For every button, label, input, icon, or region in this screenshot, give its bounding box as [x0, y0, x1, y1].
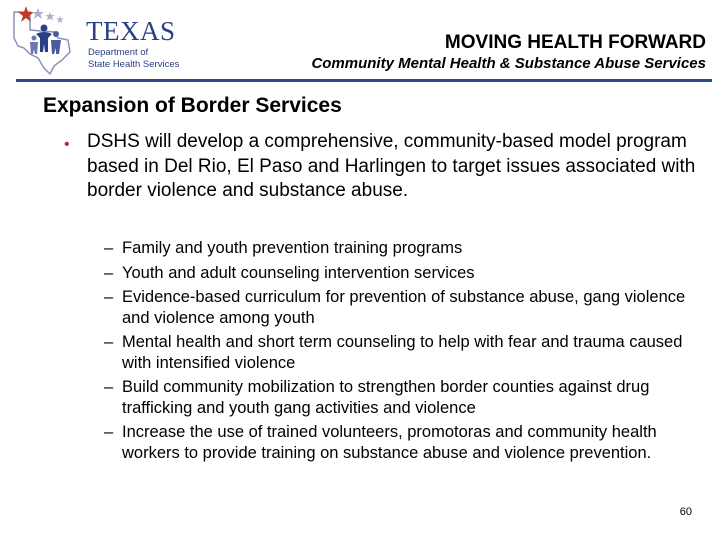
sub-bullet [104, 377, 704, 418]
sub-bullet [104, 332, 704, 373]
dash-icon: – [104, 333, 114, 351]
dash-icon: – [104, 263, 114, 282]
dash-icon: – [104, 378, 114, 396]
sub-bullet [104, 238, 704, 259]
sub-bullet [104, 422, 704, 463]
dshs-logo [8, 4, 193, 76]
sub-bullet [104, 263, 704, 284]
header-subtitle: Community Mental Health & Substance Abuse Services [311, 55, 706, 72]
header-title: MOVING HEALTH FORWARD [444, 32, 706, 53]
sub-bullet-list [104, 238, 704, 467]
texas-map-icon [8, 4, 88, 76]
sub-bullet-text: Mental health and short term counseling to help with fear and trauma caused with intensified violence [122, 333, 683, 372]
sub-bullet [104, 287, 704, 328]
main-bullet-text: DSHS will develop a comprehensive, community-based model program based in Del Rio, El Paso and Harlingen to target issues associated with border violence and substance abuse. [87, 131, 696, 201]
logo-wordmark: TEXAS [86, 16, 176, 46]
sub-bullet-text: Evidence-based curriculum for prevention of substance abuse, gang violence and violence among youth [122, 288, 686, 327]
header-divider [16, 79, 712, 82]
dash-icon: – [104, 423, 114, 441]
logo-department-line: Department of [88, 47, 149, 58]
sub-bullet-text: Increase the use of trained volunteers, promotoras and community health workers to provide training on substance abuse and violence prevention. [122, 423, 657, 462]
sub-bullet-text: Family and youth prevention training programs [122, 239, 463, 257]
logo-department-line: State Health Services [88, 58, 180, 70]
slide-title: Expansion of Border Services [43, 94, 342, 117]
bullet-dot-icon: • [64, 136, 70, 153]
sub-bullet-text: Build community mobilization to strengthen border counties against drug trafficking and youth gang activities and violence [122, 378, 650, 417]
page-number: 60 [679, 506, 692, 518]
dash-icon: – [104, 239, 114, 257]
sub-bullet-text: Youth and adult counseling intervention services [122, 263, 475, 282]
logo-department [88, 47, 198, 70]
dash-icon: – [104, 288, 114, 306]
